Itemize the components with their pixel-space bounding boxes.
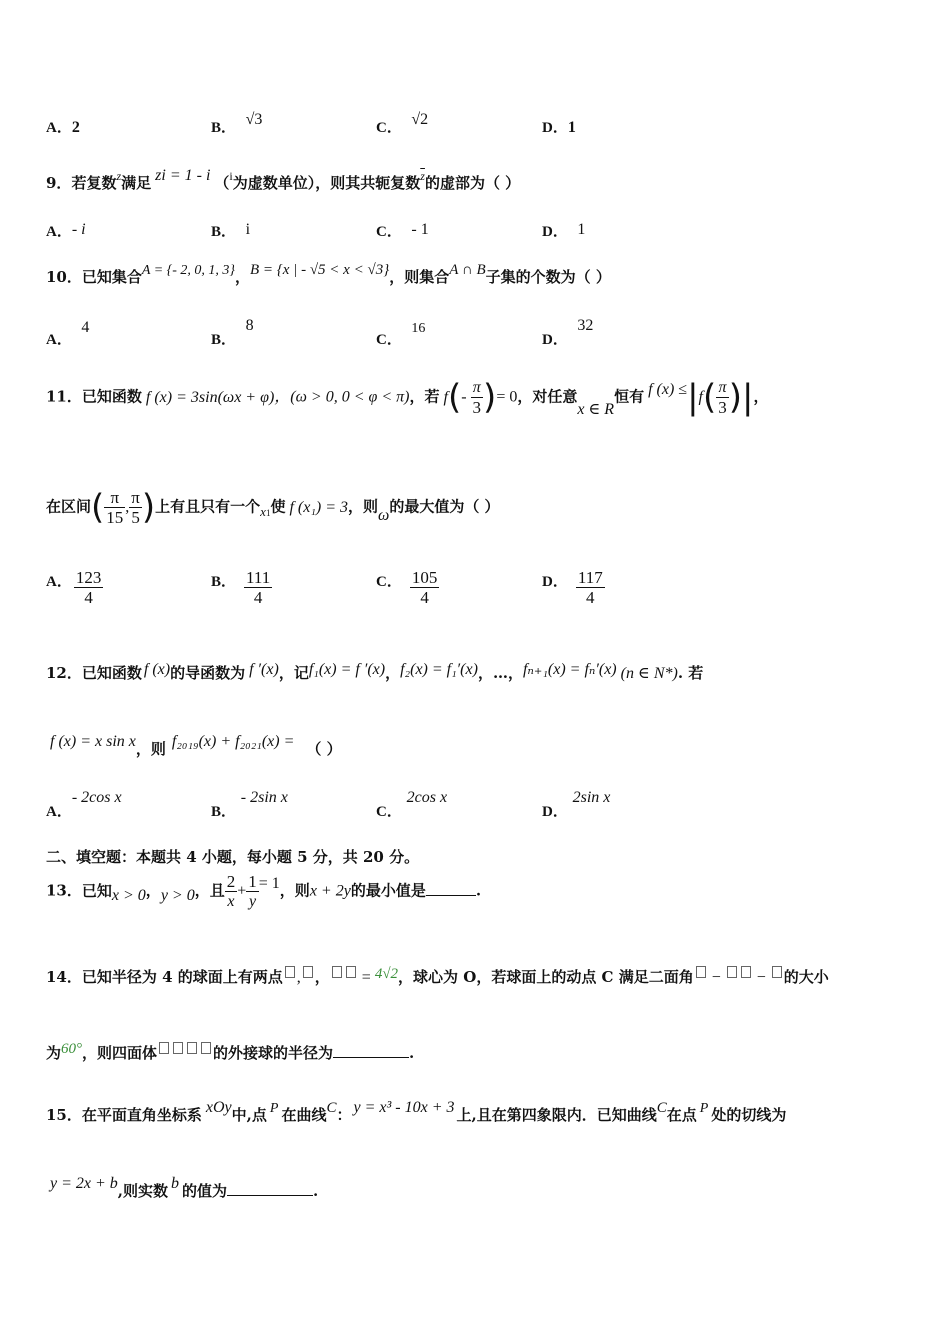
option-value: - 2sin x xyxy=(240,789,288,806)
q14-text: 的外接球的半径为 xyxy=(213,1044,334,1062)
q11-text: ，若 xyxy=(409,387,440,406)
q11-stem-2: 在区间( $\frac{\pi}{15}$ , $\frac{\pi}{5}$ )上有且只有一个$x_1$使 f (x₁) = 3，则ω的最大值为（ ） xyxy=(46,487,500,528)
var-i: i xyxy=(229,169,233,183)
q12-stem-2 xyxy=(50,730,342,758)
q9-text: 若复数 xyxy=(71,174,117,192)
sum-expr: f₂₀₁₉(x) + f₂₀₂₁(x) = xyxy=(171,733,295,750)
intersection: A ∩ B xyxy=(449,262,486,278)
missing-glyph xyxy=(741,966,751,978)
q13-text: 的最小值是 xyxy=(350,881,426,900)
frac-den: 15 xyxy=(106,508,124,527)
var-p: P xyxy=(699,1101,709,1116)
q9-text: （ xyxy=(214,174,230,192)
option-frac xyxy=(576,568,605,607)
q11-text: 上有且只有一个 xyxy=(155,497,261,516)
q11-text: 使 xyxy=(270,497,286,516)
question-number: 14． xyxy=(46,968,82,986)
q11-text: ，则 xyxy=(348,497,379,516)
q9-text: 为虚数单位），则其共轭复数 xyxy=(232,174,421,192)
fn-def: fₙ₊₁(x) = fₙ′(x) xyxy=(522,661,617,678)
q9-option-d xyxy=(542,220,585,241)
eq1-f: f xyxy=(443,388,448,406)
eq1-minus: - xyxy=(461,388,471,406)
eq-zi: zi = 1 - i xyxy=(155,167,211,184)
option-value: 2 xyxy=(71,119,80,136)
missing-glyph xyxy=(696,966,706,978)
frac-num: 105 xyxy=(411,568,438,587)
frac-num: π xyxy=(131,488,140,507)
question-number: 11． xyxy=(46,387,82,406)
option-frac xyxy=(74,568,104,607)
missing-glyph xyxy=(772,966,782,978)
question-number: 12． xyxy=(46,664,82,682)
option-frac xyxy=(244,568,272,607)
cond-y: y > 0 xyxy=(160,886,195,904)
frac-num: 111 xyxy=(246,568,271,587)
frac-num: 117 xyxy=(577,568,603,587)
q10-option-c xyxy=(376,316,426,348)
curve-eq: y = x³ - 10x + 3 xyxy=(353,1099,455,1116)
answer-blank xyxy=(227,1195,313,1196)
frac-2-x xyxy=(225,872,238,911)
q8-option-a xyxy=(46,116,80,137)
xoy: xOy xyxy=(205,1099,232,1116)
option-label: D． xyxy=(542,224,568,240)
option-label: A． xyxy=(46,573,72,590)
f2-def: f₂(x) = f₁′(x) xyxy=(400,661,478,678)
frac-den: 4 xyxy=(244,587,272,607)
missing-glyph xyxy=(332,966,342,978)
missing-glyph xyxy=(285,966,295,978)
q13-text: ，则 xyxy=(279,881,310,900)
q14-text: ，球心为 O，若球面上的动点 C 满足二面角 xyxy=(398,968,694,986)
f-def: f (x) = x sin x xyxy=(50,733,136,750)
option-value: 4 xyxy=(81,319,90,336)
var-z: z xyxy=(116,169,122,183)
q14-text: 已知半径为 4 的球面上有两点 xyxy=(81,968,283,986)
q15-text: 的值为 xyxy=(182,1182,228,1200)
option-label: B． xyxy=(211,804,237,820)
option-value: 1 xyxy=(577,221,586,238)
q15-text: 处的切线为 xyxy=(711,1106,787,1124)
frac-den: x xyxy=(225,891,238,911)
frac-den: 4 xyxy=(576,587,605,607)
missing-glyph xyxy=(303,966,313,978)
var-x1-sub: 1 xyxy=(265,507,271,518)
frac-den: 5 xyxy=(129,507,142,527)
q11-option-d xyxy=(542,568,605,607)
option-value: - i xyxy=(71,221,86,238)
q15-text: 中,点 xyxy=(231,1106,267,1124)
q15-text: ,则实数 xyxy=(117,1182,169,1200)
q12-option-b xyxy=(211,786,288,820)
option-label: B． xyxy=(211,120,237,136)
q13-text: 已知 xyxy=(81,881,112,900)
q12-option-d xyxy=(542,786,611,820)
var-c: C xyxy=(656,1100,667,1116)
q10-option-b xyxy=(211,314,254,348)
q15-text: ： xyxy=(336,1106,352,1124)
option-value: i xyxy=(245,221,251,238)
n-in-n: (n ∈ N*) xyxy=(620,665,678,682)
option-label: C． xyxy=(376,332,402,348)
q12-option-a xyxy=(46,786,122,820)
frac-num: π xyxy=(472,379,481,396)
option-value: 32 xyxy=(577,317,594,334)
q10-text: ，则集合 xyxy=(389,268,450,286)
option-label: B． xyxy=(211,573,237,590)
frac-den: 4 xyxy=(410,587,440,607)
q11-text: 的最大值为（ ） xyxy=(389,497,500,516)
q11-option-b xyxy=(211,568,272,607)
option-label: D． xyxy=(542,332,568,348)
option-value: √2 xyxy=(411,111,429,128)
x-in-r: x ∈ R xyxy=(577,400,615,418)
option-value: 2cos x xyxy=(406,789,448,806)
q14-stem-2 xyxy=(46,1042,414,1063)
q14-text: 为 xyxy=(46,1044,62,1062)
q15-text: 在曲线 xyxy=(281,1106,327,1124)
q10-text: 子集的个数为（ ） xyxy=(485,268,611,286)
q9-option-a xyxy=(46,220,86,241)
option-label: B． xyxy=(211,332,237,348)
option-label: A． xyxy=(46,332,72,348)
q12-text: ， xyxy=(385,664,401,682)
q15-text: 在点 xyxy=(666,1106,697,1124)
q8-option-d xyxy=(542,116,576,137)
tangent-eq: y = 2x + b xyxy=(50,1175,118,1192)
green-degree: 60° xyxy=(61,1041,83,1057)
q15-stem xyxy=(46,1099,787,1125)
q11-text: 已知函数 xyxy=(81,387,142,406)
frac-pi-15 xyxy=(104,488,125,527)
q15-text: 在平面直角坐标系 xyxy=(81,1106,202,1124)
option-label: D． xyxy=(542,120,568,136)
q9-text: 的虚部为（ ） xyxy=(424,174,521,192)
missing-glyph xyxy=(159,1042,169,1054)
q14-stem: 14．已知半径为 4 的球面上有两点 , ， = 4√2，球心为 O，若球面上的动点 C 满足二面角 − − 的大小 xyxy=(46,966,829,986)
var-b: b xyxy=(171,1175,180,1192)
q15-text: 上,且在第四象限内．已知曲线 xyxy=(456,1106,657,1124)
q12-option-c xyxy=(376,786,448,820)
option-value: - 2cos x xyxy=(71,789,122,806)
q9-option-b xyxy=(211,220,250,241)
q14-text: ，则四面体 xyxy=(82,1044,158,1062)
q15-text: . xyxy=(313,1182,319,1200)
option-label: C． xyxy=(376,804,402,820)
q12-text: . 若 xyxy=(677,664,704,682)
q12-text: 已知函数 xyxy=(81,664,142,682)
frac-num: 123 xyxy=(75,568,102,587)
eq-one: = 1 xyxy=(258,874,280,892)
question-number: 9． xyxy=(46,174,72,192)
q13-stem xyxy=(46,872,481,911)
option-label: B． xyxy=(211,224,237,240)
question-number: 10． xyxy=(46,268,82,286)
frac-den: 3 xyxy=(718,398,727,417)
option-label: C． xyxy=(376,573,402,590)
q12-text: ，则 xyxy=(135,740,166,758)
frac-num: π xyxy=(110,488,120,507)
frac-den: 3 xyxy=(472,398,482,417)
var-p: P xyxy=(269,1101,279,1116)
q9-stem xyxy=(46,167,521,193)
option-value: 2sin x xyxy=(572,789,611,806)
green-eq: 4√2 xyxy=(374,966,399,982)
func-cond: ，(ω > 0, 0 < φ < π) xyxy=(274,388,410,406)
cond-x: x > 0 xyxy=(111,886,146,904)
missing-glyph xyxy=(201,1042,211,1054)
q11-option-a xyxy=(46,568,103,607)
q12-text: ，记 xyxy=(278,664,309,682)
answer-blank xyxy=(426,895,476,896)
f-x: f (x) xyxy=(143,661,171,678)
q14-text: 的大小 xyxy=(783,968,829,986)
q14-text: . xyxy=(409,1044,415,1062)
option-value: 1 xyxy=(567,119,576,136)
option-value: 8 xyxy=(245,317,254,334)
missing-glyph xyxy=(187,1042,197,1054)
q11-text: 在区间 xyxy=(46,497,92,516)
var-omega: ω xyxy=(378,506,390,524)
func-def: f (x) = 3sin(ωx + φ) xyxy=(145,388,275,406)
option-label: C． xyxy=(376,120,402,136)
q8-option-c xyxy=(376,108,429,136)
q10-text: 已知集合 xyxy=(81,268,142,286)
option-label: D． xyxy=(542,804,568,820)
frac-pi-5 xyxy=(129,488,142,527)
q11-option-c xyxy=(376,568,439,607)
expr: x + 2y xyxy=(309,882,351,900)
option-label: A． xyxy=(46,224,72,240)
var-zbar: z xyxy=(420,169,425,183)
q10-option-d xyxy=(542,314,594,348)
q12-text: （ ） xyxy=(306,740,342,758)
frac-num: π xyxy=(718,379,727,396)
f-prime-x: f ′(x) xyxy=(249,661,279,678)
q13-text: . xyxy=(475,881,482,900)
section-heading: 二、填空题：本题共 4 小题，每小题 5 分，共 20 分。 xyxy=(46,848,420,866)
frac-1-y xyxy=(246,872,259,911)
q9-option-c xyxy=(376,220,429,241)
q10-option-a xyxy=(46,316,90,348)
ineq-f: f xyxy=(698,388,703,406)
q12-text: 的导函数为 xyxy=(170,664,246,682)
frac-num: 2 xyxy=(226,872,236,891)
f1-def: f₁(x) = f ′(x) xyxy=(308,661,386,678)
var-c: C xyxy=(326,1100,337,1116)
option-value: 16 xyxy=(411,321,426,336)
option-value: - 1 xyxy=(411,221,429,238)
f-x1-eq: f (x₁) = 3 xyxy=(289,498,349,516)
option-frac xyxy=(410,568,440,607)
option-label: A． xyxy=(46,804,72,820)
q9-text: 满足 xyxy=(121,174,152,192)
set-b: B = {x | - √5 < x < √3} xyxy=(250,262,390,278)
missing-glyph xyxy=(173,1042,183,1054)
q12-text: ，…， xyxy=(477,664,523,682)
q10-text: ， xyxy=(235,268,251,286)
frac-num: 1 xyxy=(248,872,257,891)
q13-text: ， xyxy=(145,881,161,900)
frac-pi-3 xyxy=(471,378,484,417)
ineq-lhs: f (x) ≤ xyxy=(648,380,688,398)
frac-den: y xyxy=(246,891,259,911)
frac-pi-3b xyxy=(716,378,729,417)
set-a: A = {- 2, 0, 1, 3} xyxy=(141,263,235,278)
q8-option-b xyxy=(211,108,263,136)
question-number: 13． xyxy=(46,881,82,900)
q11-text: ， xyxy=(753,387,769,406)
q12-stem xyxy=(46,662,703,683)
missing-glyph xyxy=(727,966,737,978)
option-label: A． xyxy=(46,120,72,136)
var-x1: x xyxy=(260,503,266,519)
option-label: C． xyxy=(376,224,402,240)
answer-blank xyxy=(333,1057,409,1058)
option-label: D． xyxy=(542,573,568,590)
q10-stem xyxy=(46,262,611,287)
question-number: 15． xyxy=(46,1106,82,1124)
q15-stem-2 xyxy=(50,1175,319,1201)
missing-glyph xyxy=(346,966,356,978)
eq1-value: = 0 xyxy=(496,388,518,406)
option-value: √3 xyxy=(245,111,263,128)
q11-stem: 11．已知函数 f (x) = 3sin(ωx + φ)，(ω > 0, 0 < φ < π)，若 f(- $\frac{\pi}{3}$ )= 0，对任意x ∈ R恒有 f (x) ≤|f( $\frac{\pi}{3}$ )|， xyxy=(46,377,769,418)
q11-text: 恒有 xyxy=(614,387,645,406)
q14-text: ， xyxy=(314,968,330,986)
plus-sign: + xyxy=(237,882,247,900)
frac-den: 4 xyxy=(74,587,104,607)
q13-text: ，且 xyxy=(194,881,225,900)
q11-text: ，对任意 xyxy=(517,387,578,406)
